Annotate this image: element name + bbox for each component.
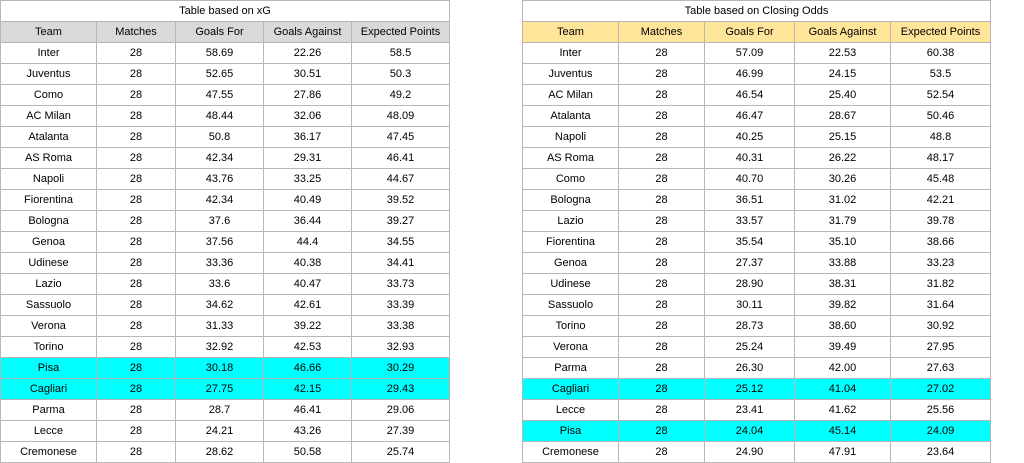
cell-team: Napoli <box>1 169 97 190</box>
cell-matches: 28 <box>619 64 705 85</box>
cell-expected-points: 30.29 <box>352 358 450 379</box>
cell-goals-against: 33.88 <box>795 253 891 274</box>
cell-goals-against: 42.61 <box>264 295 352 316</box>
cell-matches: 28 <box>97 85 176 106</box>
cell-goals-for: 46.99 <box>705 64 795 85</box>
cell-goals-for: 25.24 <box>705 337 795 358</box>
cell-team: Udinese <box>523 274 619 295</box>
cell-goals-for: 23.41 <box>705 400 795 421</box>
cell-goals-for: 28.62 <box>176 442 264 463</box>
cell-matches: 28 <box>97 106 176 127</box>
cell-matches: 28 <box>97 43 176 64</box>
cell-goals-for: 33.57 <box>705 211 795 232</box>
cell-goals-against: 42.53 <box>264 337 352 358</box>
cell-matches: 28 <box>619 379 705 400</box>
cell-expected-points: 50.3 <box>352 64 450 85</box>
cell-team: Genoa <box>523 253 619 274</box>
xg-header-team[interactable]: Team <box>1 22 97 43</box>
table-row <box>1 379 450 400</box>
cell-matches: 28 <box>97 64 176 85</box>
table-row <box>523 190 991 211</box>
cell-expected-points: 27.39 <box>352 421 450 442</box>
cell-matches: 28 <box>619 43 705 64</box>
cell-expected-points: 29.06 <box>352 400 450 421</box>
cell-expected-points: 48.17 <box>891 148 991 169</box>
table-row <box>1 64 450 85</box>
cell-matches: 28 <box>97 211 176 232</box>
cell-team: AC Milan <box>1 106 97 127</box>
table-row <box>523 85 991 106</box>
cell-expected-points: 27.02 <box>891 379 991 400</box>
table-row <box>1 169 450 190</box>
cell-goals-for: 24.90 <box>705 442 795 463</box>
table-row <box>1 400 450 421</box>
cell-expected-points: 24.09 <box>891 421 991 442</box>
cell-goals-for: 28.7 <box>176 400 264 421</box>
cell-matches: 28 <box>97 253 176 274</box>
cell-goals-against: 38.31 <box>795 274 891 295</box>
table-row <box>523 232 991 253</box>
table-row <box>523 211 991 232</box>
table-row <box>523 64 991 85</box>
cell-goals-for: 58.69 <box>176 43 264 64</box>
cell-matches: 28 <box>619 400 705 421</box>
table-row <box>1 337 450 358</box>
cell-goals-for: 46.54 <box>705 85 795 106</box>
cell-expected-points: 27.63 <box>891 358 991 379</box>
cell-goals-for: 40.31 <box>705 148 795 169</box>
cell-team: Fiorentina <box>1 190 97 211</box>
cell-expected-points: 60.38 <box>891 43 991 64</box>
cell-matches: 28 <box>619 253 705 274</box>
xg-header-goals-against[interactable]: Goals Against <box>264 22 352 43</box>
cell-team: Sassuolo <box>523 295 619 316</box>
cell-team: Verona <box>1 316 97 337</box>
xg-table-header-row <box>1 22 450 43</box>
cell-team: Como <box>523 169 619 190</box>
cell-team: Lecce <box>1 421 97 442</box>
cell-expected-points: 29.43 <box>352 379 450 400</box>
cell-team: Parma <box>1 400 97 421</box>
cell-matches: 28 <box>619 169 705 190</box>
cell-team: Lecce <box>523 400 619 421</box>
cell-team: Fiorentina <box>523 232 619 253</box>
cell-goals-against: 47.91 <box>795 442 891 463</box>
cell-expected-points: 38.66 <box>891 232 991 253</box>
cell-expected-points: 33.38 <box>352 316 450 337</box>
table-row <box>1 232 450 253</box>
cell-team: Cremonese <box>523 442 619 463</box>
cell-matches: 28 <box>97 127 176 148</box>
table-row <box>523 337 991 358</box>
odds-header-goals-for[interactable]: Goals For <box>705 22 795 43</box>
cell-goals-against: 38.60 <box>795 316 891 337</box>
cell-goals-against: 40.38 <box>264 253 352 274</box>
table-row <box>523 106 991 127</box>
table-row <box>523 400 991 421</box>
cell-goals-against: 27.86 <box>264 85 352 106</box>
cell-matches: 28 <box>97 400 176 421</box>
cell-goals-for: 50.8 <box>176 127 264 148</box>
cell-expected-points: 34.55 <box>352 232 450 253</box>
cell-team: Cremonese <box>1 442 97 463</box>
cell-goals-against: 40.47 <box>264 274 352 295</box>
odds-header-team[interactable]: Team <box>523 22 619 43</box>
cell-matches: 28 <box>97 148 176 169</box>
cell-team: Juventus <box>1 64 97 85</box>
cell-goals-for: 47.55 <box>176 85 264 106</box>
cell-expected-points: 39.27 <box>352 211 450 232</box>
cell-team: Napoli <box>523 127 619 148</box>
cell-expected-points: 25.74 <box>352 442 450 463</box>
cell-expected-points: 49.2 <box>352 85 450 106</box>
cell-goals-for: 40.25 <box>705 127 795 148</box>
xg-header-matches[interactable]: Matches <box>97 22 176 43</box>
cell-goals-against: 43.26 <box>264 421 352 442</box>
cell-expected-points: 30.92 <box>891 316 991 337</box>
cell-goals-for: 57.09 <box>705 43 795 64</box>
cell-goals-against: 30.51 <box>264 64 352 85</box>
cell-expected-points: 33.73 <box>352 274 450 295</box>
table-row <box>1 148 450 169</box>
cell-expected-points: 58.5 <box>352 43 450 64</box>
table-row <box>1 442 450 463</box>
cell-goals-for: 37.6 <box>176 211 264 232</box>
table-row <box>523 295 991 316</box>
cell-goals-against: 45.14 <box>795 421 891 442</box>
cell-goals-against: 31.79 <box>795 211 891 232</box>
cell-goals-for: 27.75 <box>176 379 264 400</box>
table-row <box>523 253 991 274</box>
cell-team: Como <box>1 85 97 106</box>
cell-goals-against: 22.53 <box>795 43 891 64</box>
cell-team: Torino <box>523 316 619 337</box>
table-row <box>1 358 450 379</box>
cell-goals-against: 22.26 <box>264 43 352 64</box>
cell-goals-for: 33.6 <box>176 274 264 295</box>
table-row <box>523 169 991 190</box>
cell-goals-against: 25.15 <box>795 127 891 148</box>
cell-team: Sassuolo <box>1 295 97 316</box>
cell-expected-points: 31.82 <box>891 274 991 295</box>
cell-goals-for: 33.36 <box>176 253 264 274</box>
cell-goals-for: 43.76 <box>176 169 264 190</box>
cell-matches: 28 <box>619 337 705 358</box>
table-row <box>523 127 991 148</box>
cell-goals-against: 32.06 <box>264 106 352 127</box>
xg-table-title: Table based on xG <box>1 1 450 22</box>
cell-goals-for: 24.04 <box>705 421 795 442</box>
cell-matches: 28 <box>97 337 176 358</box>
xg-table-title-row <box>1 1 450 22</box>
table-row <box>1 106 450 127</box>
cell-goals-against: 35.10 <box>795 232 891 253</box>
cell-matches: 28 <box>97 379 176 400</box>
cell-goals-against: 50.58 <box>264 442 352 463</box>
cell-team: Juventus <box>523 64 619 85</box>
cell-expected-points: 50.46 <box>891 106 991 127</box>
cell-matches: 28 <box>97 190 176 211</box>
cell-expected-points: 48.8 <box>891 127 991 148</box>
cell-expected-points: 39.78 <box>891 211 991 232</box>
cell-goals-against: 26.22 <box>795 148 891 169</box>
cell-team: AS Roma <box>523 148 619 169</box>
cell-goals-for: 28.73 <box>705 316 795 337</box>
cell-team: AS Roma <box>1 148 97 169</box>
cell-matches: 28 <box>619 421 705 442</box>
cell-team: Genoa <box>1 232 97 253</box>
cell-team: Cagliari <box>523 379 619 400</box>
cell-matches: 28 <box>619 232 705 253</box>
cell-expected-points: 46.41 <box>352 148 450 169</box>
cell-matches: 28 <box>619 148 705 169</box>
cell-matches: 28 <box>97 316 176 337</box>
cell-goals-for: 26.30 <box>705 358 795 379</box>
xg-header-goals-for[interactable]: Goals For <box>176 22 264 43</box>
cell-goals-for: 35.54 <box>705 232 795 253</box>
cell-matches: 28 <box>619 295 705 316</box>
closing-odds-table-block <box>522 0 991 463</box>
xg-table-block <box>0 0 450 463</box>
column-gap <box>450 0 522 438</box>
cell-goals-against: 29.31 <box>264 148 352 169</box>
cell-expected-points: 33.39 <box>352 295 450 316</box>
cell-team: Verona <box>523 337 619 358</box>
table-row <box>1 421 450 442</box>
cell-goals-for: 25.12 <box>705 379 795 400</box>
table-row <box>1 211 450 232</box>
cell-goals-against: 46.66 <box>264 358 352 379</box>
cell-expected-points: 32.93 <box>352 337 450 358</box>
cell-goals-against: 44.4 <box>264 232 352 253</box>
cell-goals-for: 42.34 <box>176 148 264 169</box>
cell-matches: 28 <box>97 232 176 253</box>
table-row <box>523 442 991 463</box>
cell-goals-for: 27.37 <box>705 253 795 274</box>
odds-header-matches[interactable]: Matches <box>619 22 705 43</box>
closing-odds-table-title: Table based on Closing Odds <box>523 1 991 22</box>
cell-goals-for: 46.47 <box>705 106 795 127</box>
cell-matches: 28 <box>619 316 705 337</box>
table-row <box>523 148 991 169</box>
cell-goals-against: 25.40 <box>795 85 891 106</box>
cell-matches: 28 <box>97 421 176 442</box>
cell-goals-against: 42.00 <box>795 358 891 379</box>
cell-goals-for: 30.18 <box>176 358 264 379</box>
cell-team: Pisa <box>523 421 619 442</box>
cell-goals-for: 36.51 <box>705 190 795 211</box>
cell-team: Parma <box>523 358 619 379</box>
cell-expected-points: 53.5 <box>891 64 991 85</box>
cell-expected-points: 42.21 <box>891 190 991 211</box>
cell-matches: 28 <box>97 169 176 190</box>
table-row <box>523 358 991 379</box>
cell-goals-against: 24.15 <box>795 64 891 85</box>
cell-team: Inter <box>523 43 619 64</box>
cell-goals-for: 40.70 <box>705 169 795 190</box>
cell-matches: 28 <box>619 358 705 379</box>
table-row <box>1 127 450 148</box>
table-row <box>523 316 991 337</box>
table-row <box>1 274 450 295</box>
cell-goals-against: 46.41 <box>264 400 352 421</box>
closing-odds-table <box>522 0 991 463</box>
cell-expected-points: 33.23 <box>891 253 991 274</box>
cell-team: Pisa <box>1 358 97 379</box>
cell-matches: 28 <box>619 190 705 211</box>
cell-goals-against: 42.15 <box>264 379 352 400</box>
cell-matches: 28 <box>619 85 705 106</box>
cell-goals-for: 52.65 <box>176 64 264 85</box>
cell-goals-against: 30.26 <box>795 169 891 190</box>
cell-expected-points: 45.48 <box>891 169 991 190</box>
closing-odds-table-header-row <box>523 22 991 43</box>
table-row <box>1 316 450 337</box>
closing-odds-table-title-row <box>523 1 991 22</box>
cell-matches: 28 <box>97 295 176 316</box>
cell-team: Cagliari <box>1 379 97 400</box>
cell-matches: 28 <box>619 274 705 295</box>
cell-team: Atalanta <box>1 127 97 148</box>
table-row <box>1 43 450 64</box>
cell-matches: 28 <box>619 127 705 148</box>
cell-goals-for: 24.21 <box>176 421 264 442</box>
table-row <box>1 295 450 316</box>
cell-goals-for: 28.90 <box>705 274 795 295</box>
cell-expected-points: 31.64 <box>891 295 991 316</box>
cell-team: AC Milan <box>523 85 619 106</box>
cell-matches: 28 <box>97 274 176 295</box>
cell-goals-against: 28.67 <box>795 106 891 127</box>
cell-goals-against: 39.82 <box>795 295 891 316</box>
cell-expected-points: 47.45 <box>352 127 450 148</box>
odds-header-goals-against[interactable]: Goals Against <box>795 22 891 43</box>
cell-expected-points: 23.64 <box>891 442 991 463</box>
cell-goals-for: 34.62 <box>176 295 264 316</box>
cell-matches: 28 <box>619 442 705 463</box>
cell-team: Torino <box>1 337 97 358</box>
cell-team: Bologna <box>1 211 97 232</box>
cell-goals-against: 36.44 <box>264 211 352 232</box>
cell-team: Udinese <box>1 253 97 274</box>
table-row <box>1 190 450 211</box>
cell-matches: 28 <box>97 358 176 379</box>
cell-team: Lazio <box>523 211 619 232</box>
cell-goals-for: 31.33 <box>176 316 264 337</box>
cell-team: Lazio <box>1 274 97 295</box>
cell-goals-against: 33.25 <box>264 169 352 190</box>
cell-goals-for: 48.44 <box>176 106 264 127</box>
table-row <box>523 421 991 442</box>
cell-matches: 28 <box>619 106 705 127</box>
table-row <box>523 274 991 295</box>
cell-goals-for: 32.92 <box>176 337 264 358</box>
table-row <box>523 379 991 400</box>
cell-team: Bologna <box>523 190 619 211</box>
cell-expected-points: 25.56 <box>891 400 991 421</box>
odds-header-expected-points[interactable]: Expected Points <box>891 22 991 43</box>
cell-expected-points: 52.54 <box>891 85 991 106</box>
cell-goals-against: 31.02 <box>795 190 891 211</box>
cell-matches: 28 <box>97 442 176 463</box>
cell-team: Inter <box>1 43 97 64</box>
cell-matches: 28 <box>619 211 705 232</box>
cell-expected-points: 27.95 <box>891 337 991 358</box>
table-row <box>523 43 991 64</box>
cell-goals-against: 39.22 <box>264 316 352 337</box>
cell-goals-against: 40.49 <box>264 190 352 211</box>
cell-goals-against: 41.62 <box>795 400 891 421</box>
cell-expected-points: 39.52 <box>352 190 450 211</box>
cell-goals-against: 36.17 <box>264 127 352 148</box>
cell-goals-against: 39.49 <box>795 337 891 358</box>
cell-expected-points: 34.41 <box>352 253 450 274</box>
cell-goals-for: 30.11 <box>705 295 795 316</box>
table-row <box>1 253 450 274</box>
xg-header-expected-points[interactable]: Expected Points <box>352 22 450 43</box>
cell-expected-points: 48.09 <box>352 106 450 127</box>
cell-team: Atalanta <box>523 106 619 127</box>
cell-goals-for: 42.34 <box>176 190 264 211</box>
cell-expected-points: 44.67 <box>352 169 450 190</box>
cell-goals-for: 37.56 <box>176 232 264 253</box>
cell-goals-against: 41.04 <box>795 379 891 400</box>
table-row <box>1 85 450 106</box>
xg-table <box>0 0 450 463</box>
